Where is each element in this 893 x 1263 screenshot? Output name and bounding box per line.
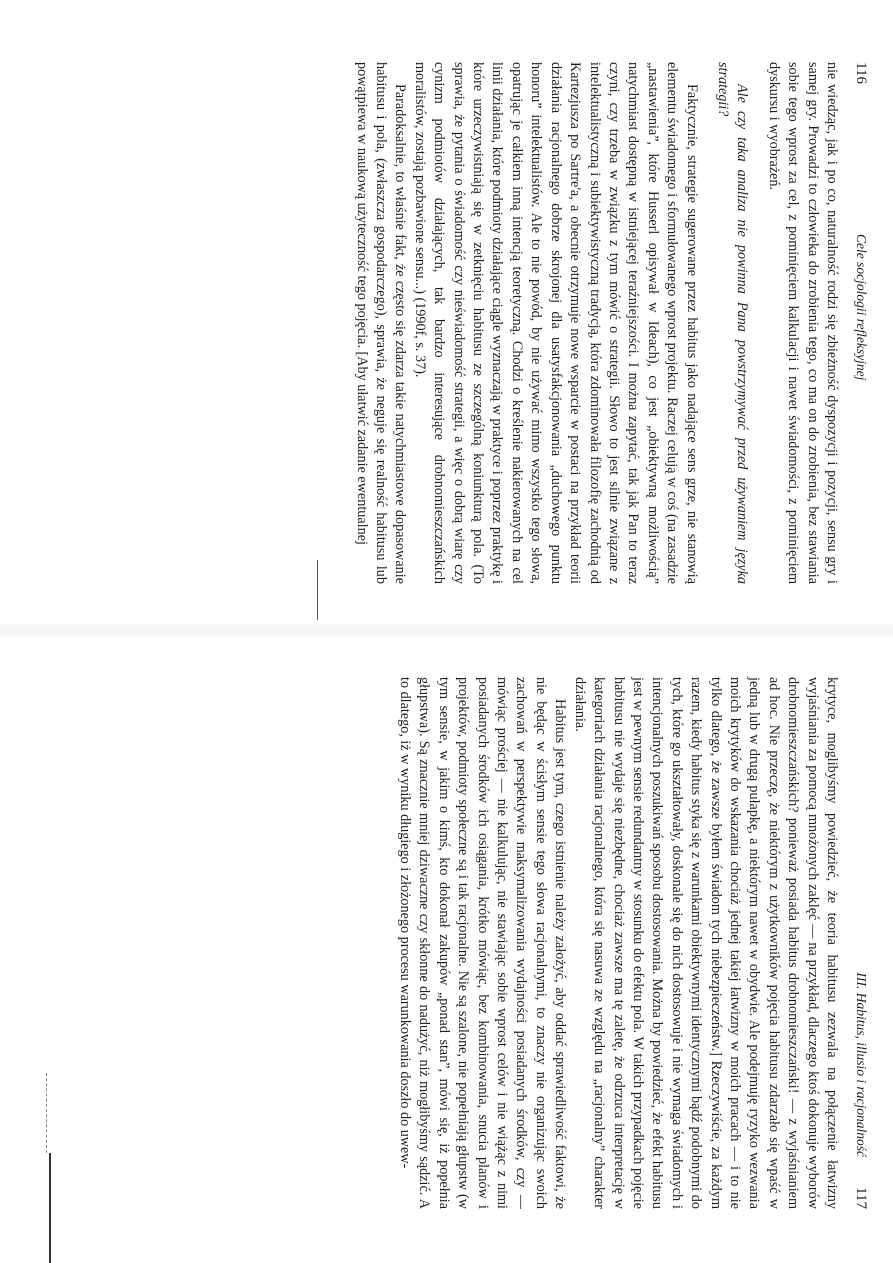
left-paragraph-1: nie wiedząc, jak i po co, naturalność rodzi się zbieżność dyspozycji i pozycji, sensu gry i samej gry. Prowadzi to człowieka do zrobienia tego, co ma on do zrobienia, bez stawiania sobie tego wprost za cel, z pominięciem kalkulacji i nawet świadomości, z pominięciem dyskursu i wyobrażeń. bbox=[765, 62, 840, 584]
scan-mark bbox=[317, 560, 318, 620]
scan-mark bbox=[46, 1073, 47, 1153]
right-running-head: III. Habitus, illusio i racjonalność bbox=[854, 972, 869, 1158]
left-page-header bbox=[847, 62, 869, 584]
right-page-number: 117 bbox=[853, 1187, 869, 1209]
left-running-head: Cele socjologii refleksyjnej bbox=[854, 233, 869, 381]
right-page bbox=[0, 633, 893, 1263]
right-page-header bbox=[847, 677, 869, 1209]
scan-mark bbox=[49, 1153, 51, 1263]
right-paragraph-2: Habitus jest tym, czego istnienie należy założyć, aby oddać sprawiedliwość faktowi, że nie będąc w ścisłym sensie tego słowa racjonalnymi, to znaczy nie organizując swoich zachowań w perspektywie maksymalizowania wydajności posiadanych środków, czy — mówiąc prościej — nie kalkulując, nie stawiając sobie wprost celów i nie wiążąc z nimi posiadanych środków ich osiągania, krótko mówiąc, bez kombinowania, snucia planów i projektów, podmioty społeczne są i tak racjonalne. Nie są szalone, nie popełniają głupstw (w tym sensie, w jakim o kimś, kto dokonał zakupów „ponad stan”, mówi się, iż popełnia głupstwa). Są znacznie mniej dziwaczne czy skłonne do nadużyć, niż mogłibyśmy sądzić. A to dlatego, iż w wyniku długiego i złożonego procesu warunkowania doszło do uwew- bbox=[397, 677, 569, 1209]
left-paragraph-4: Paradoksalnie, to właśnie fakt, że często się zdarza takie natychmiastowe dopasowanie habitusu i pola, (zwłaszcza gospodarczego), sprawia, że neguje się realność habitusu lub powątpiewa w naukową użyteczność tego pojęcia. [Aby ułatwić zadanie ewentualnej bbox=[353, 62, 409, 584]
right-page-body bbox=[395, 677, 841, 1209]
right-paragraph-1: krytyce, moglibyśmy powiedzieć, że teoria habitusu zezwala na połączenie łatwizny wyjaśniania za pomocą mnożonych zaklęć — na przykład, dlaczego ktoś dokonuje wyborów drobnomieszczańskich? ponieważ posiada habitus drobnomieszczański! — z wyjaśnianiem ad hoc. Nie przeczę, że niektórym z użytkowników pojęcia habitusu zdarzało się wpaść w jedną lub w drugą pułapkę, a niektórym nawet w obydwie. Ale podejmuję ryzyko wezwania moich krytyków do wskazania chociaż jednej takiej łatwizny w moich pracach — i to nie tylko dlatego, że zawsze byłem świadom tych niebezpieczeństw.] Rzeczywiście, za każdym razem, kiedy habitus styka się z warunkami obiektywnymi identycznymi bądź podobnymi do tych, które go ukształtowały, doskonale się do nich dostosowuje i nie wymaga świadomych i intencjonalnych poszukiwań sposobu dostosowania. Można by powiedzieć, że efekt habitusu jest w pewnym sensie redundantny w stosunku do efektu pola. W takich przypadkach pojęcie habitusu nie wydaje się niezbędne, chociaż zawsze ma tę zaletę, że odrzuca interpretację w kategoriach działania racjonalnego, która się nasuwa ze względu na „racjonalny” charakter działania. bbox=[571, 677, 840, 1209]
left-page-number: 116 bbox=[853, 62, 869, 84]
interview-question: Ale czy taka analiza nie powinna Pana powstrzymywać przed używaniem języka strategii? bbox=[714, 62, 751, 584]
left-paragraph-3: Faktycznie, strategie sugerowane przez habitus jako nadające sens grze, nie stanowią elementu świadomego i sformułowanego wprost projektu. Raczej celują w coś (na zasadzie „nastawienia”, które Husserl opisywał w Ideach), co jest „obiektywną możliwością” natychmiast dostępną w istniejącej teraźniejszości. I można zapytać, tak jak Pan to teraz czyni, czy trzeba w związku z tym mówić o strategii. Słowo to jest silnie związane z intelektualistyczną i subiektywistyczną tradycją, która zdominowała filozofię zachodnią od Kartezjusza po Sartre'a, a obecnie otrzymuje nowe wsparcie w postaci na przykład teorii działania racjonalnego dobrze skrojonej dla usatysfakcjonowania „duchowego punktu honoru” intelektualistów. Ale to nie powód, by nie używać mimo wszystko tego słowa, opatrując je całkiem inną intencją teoretyczną. Chodzi o kreślenie nakierowanych na cel linii działania, które podmioty działające ciągle wyznaczają w praktyce i poprzez praktykę i które urzeczywistniają się w zetknięciu habitusu ze szczególną koniunkturą pola. (To sprawia, że pytania o świadomość czy nieświadomość strategii, a więc o dobrą wiarę czy cynizm podmiotów działających, tak bardzo interesujące drobnomieszczańskich moralistów, zostają pozbawione sensu...) (1990f, s. 37). bbox=[411, 62, 700, 584]
left-page-body bbox=[351, 62, 841, 584]
left-page bbox=[0, 0, 893, 630]
